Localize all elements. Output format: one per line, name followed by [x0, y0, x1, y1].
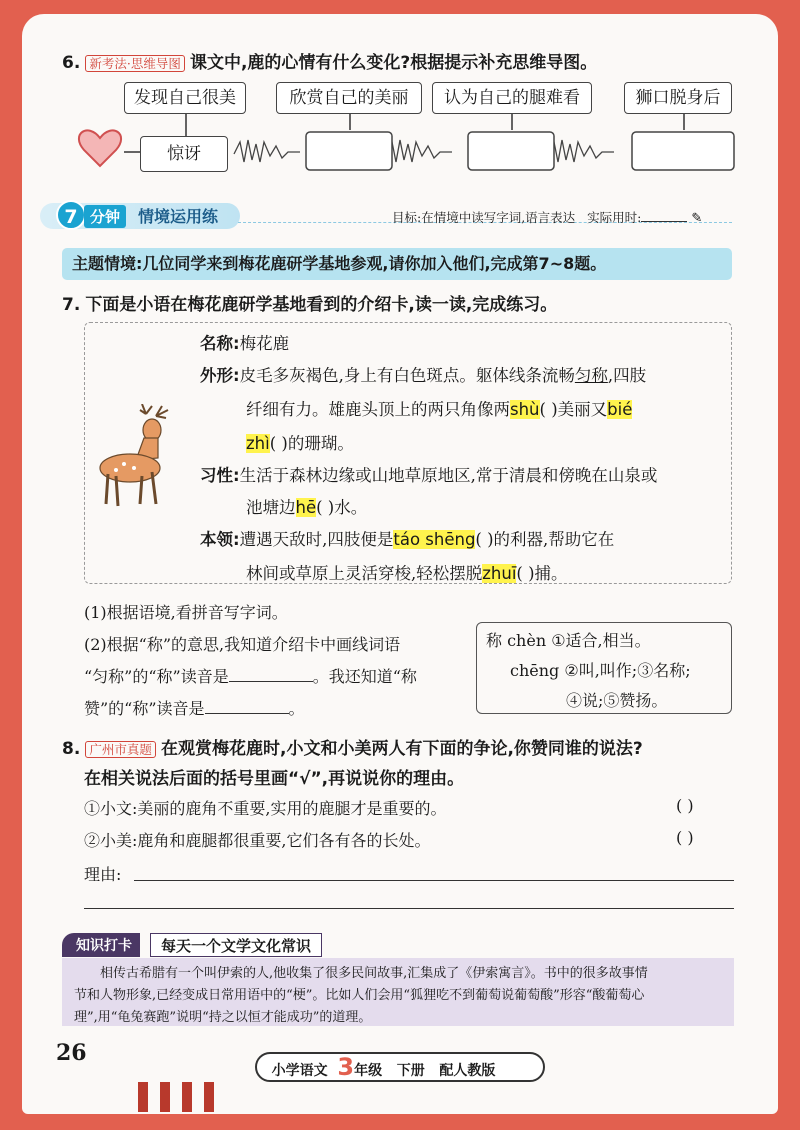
footer-stripe	[182, 1082, 192, 1112]
q6-prompt	[62, 48, 597, 73]
mindmap-answer-1: 惊讶	[140, 136, 228, 172]
card-shape-line-1: 外形:皮毛多灰褐色,身上有白色斑点。躯体线条流畅匀称,四肢	[200, 366, 647, 385]
q7-prompt: 7. 下面是小语在梅花鹿研学基地看到的介绍卡,读一读,完成练习。	[62, 295, 558, 315]
card-skill-line-2: 林间或草原上灵活穿梭,轻松摆脱zhuī( )捕。	[246, 564, 568, 583]
card-shape-line-2: 纤细有力。雄鹿头顶上的两只角像两shù( )美丽又bié	[246, 400, 633, 419]
mindmap-blank-4	[632, 132, 734, 170]
q7-sub2-line1: (2)根据“称”的意思,我知道介绍卡中画线词语	[84, 635, 401, 654]
q6-number: 6.	[62, 53, 81, 73]
footer-stripe	[204, 1082, 214, 1112]
reason-line-2[interactable]	[84, 908, 734, 909]
pencil-icon: ✎	[691, 211, 703, 226]
reason-line-1[interactable]	[134, 880, 734, 881]
q6-text: 课文中,鹿的心情有什么变化?根据提示补充思维导图。	[189, 53, 598, 73]
q7-sub2-line3: 赞”的“称”读音是 。	[84, 699, 305, 718]
q8-text-2: 在相关说法后面的括号里画“√”,再说说你的理由。	[84, 769, 465, 789]
section-goal: 目标:在情境中读写字词,语言表达 实际用时: ✎	[392, 210, 703, 226]
card-skill-line-1: 本领:遭遇天敌时,四肢便是táo shēng( )的利器,帮助它在	[200, 530, 615, 549]
card-habit-line-2: 池塘边hē( )水。	[246, 498, 368, 517]
q8-option-2: ②小美:鹿角和鹿腿都很重要,它们各有各的长处。	[84, 831, 431, 850]
cheng-line-2: chēng ②叫,叫作;③名称;	[510, 661, 691, 680]
knowledge-tag: 知识打卡	[62, 933, 140, 957]
mindmap-blank-3	[468, 132, 554, 170]
footer-badge: 小学语文 3年级 下册 配人教版	[255, 1052, 545, 1082]
q6-tag: 新考法·思维导图	[85, 55, 184, 72]
mindmap-box-2: 欣赏自己的美丽	[276, 82, 422, 114]
mindmap-blank-2	[306, 132, 392, 170]
section-title: 情境运用练	[138, 207, 219, 226]
underlined-word: 匀称	[574, 366, 608, 385]
q8-option-1: ①小文:美丽的鹿角不重要,实用的鹿腿才是重要的。	[84, 799, 447, 818]
answer-blank-1[interactable]	[229, 681, 313, 682]
card-habit-line-1: 习性:生活于森林边缘或山地草原地区,常于清晨和傍晚在山泉或	[200, 466, 658, 485]
cheng-line-1: 称 chèn ①适合,相当。	[486, 631, 651, 650]
q8-paren-1[interactable]: ( )	[676, 796, 694, 815]
answer-blank-2[interactable]	[205, 713, 289, 714]
card-shape-line-3: zhì( )的珊瑚。	[246, 434, 354, 453]
q7-sub2-line2: “匀称”的“称”读音是 。我还知道“称	[84, 667, 417, 686]
q8-prompt: 8. 广州市真题 在观赏梅花鹿时,小文和小美两人有下面的争论,你赞同谁的说法?	[62, 739, 643, 759]
mindmap-box-4: 狮口脱身后	[624, 82, 732, 114]
q7-sub1: (1)根据语境,看拼音写字词。	[84, 603, 288, 622]
mindmap-box-3: 认为自己的腿难看	[432, 82, 592, 114]
deer-illustration	[96, 404, 184, 514]
q8-tag: 广州市真题	[85, 741, 156, 758]
page-number: 26	[56, 1040, 87, 1066]
section-number: 7	[56, 200, 86, 230]
section-minutes: 分钟	[84, 205, 126, 228]
card-name-line: 名称:梅花鹿	[200, 334, 290, 353]
cheng-line-3: ④说;⑤赞扬。	[566, 691, 668, 710]
q8-reason-label: 理由:	[84, 865, 122, 884]
knowledge-title: 每天一个文学文化常识	[150, 933, 322, 957]
footer-stripe	[160, 1082, 170, 1112]
footer-stripe	[138, 1082, 148, 1112]
knowledge-body: 相传古希腊有一个叫伊索的人,他收集了很多民间故事,汇集成了《伊索寓言》。书中的很多故事情 节和人物形象,已经变成日常用语中的“梗”。比如人们会用“狐狸吃不到葡萄说葡萄酸”形容“酸葡萄心 理”,用“龟兔赛跑”说明“持之以恒才能成功”的道理。	[62, 958, 734, 1026]
theme-banner: 主题情境:几位同学来到梅花鹿研学基地参观,请你加入他们,完成第7~8题。	[62, 248, 732, 280]
mindmap-box-1: 发现自己很美	[124, 82, 246, 114]
q8-paren-2[interactable]: ( )	[676, 828, 694, 847]
heart-icon	[79, 130, 121, 166]
